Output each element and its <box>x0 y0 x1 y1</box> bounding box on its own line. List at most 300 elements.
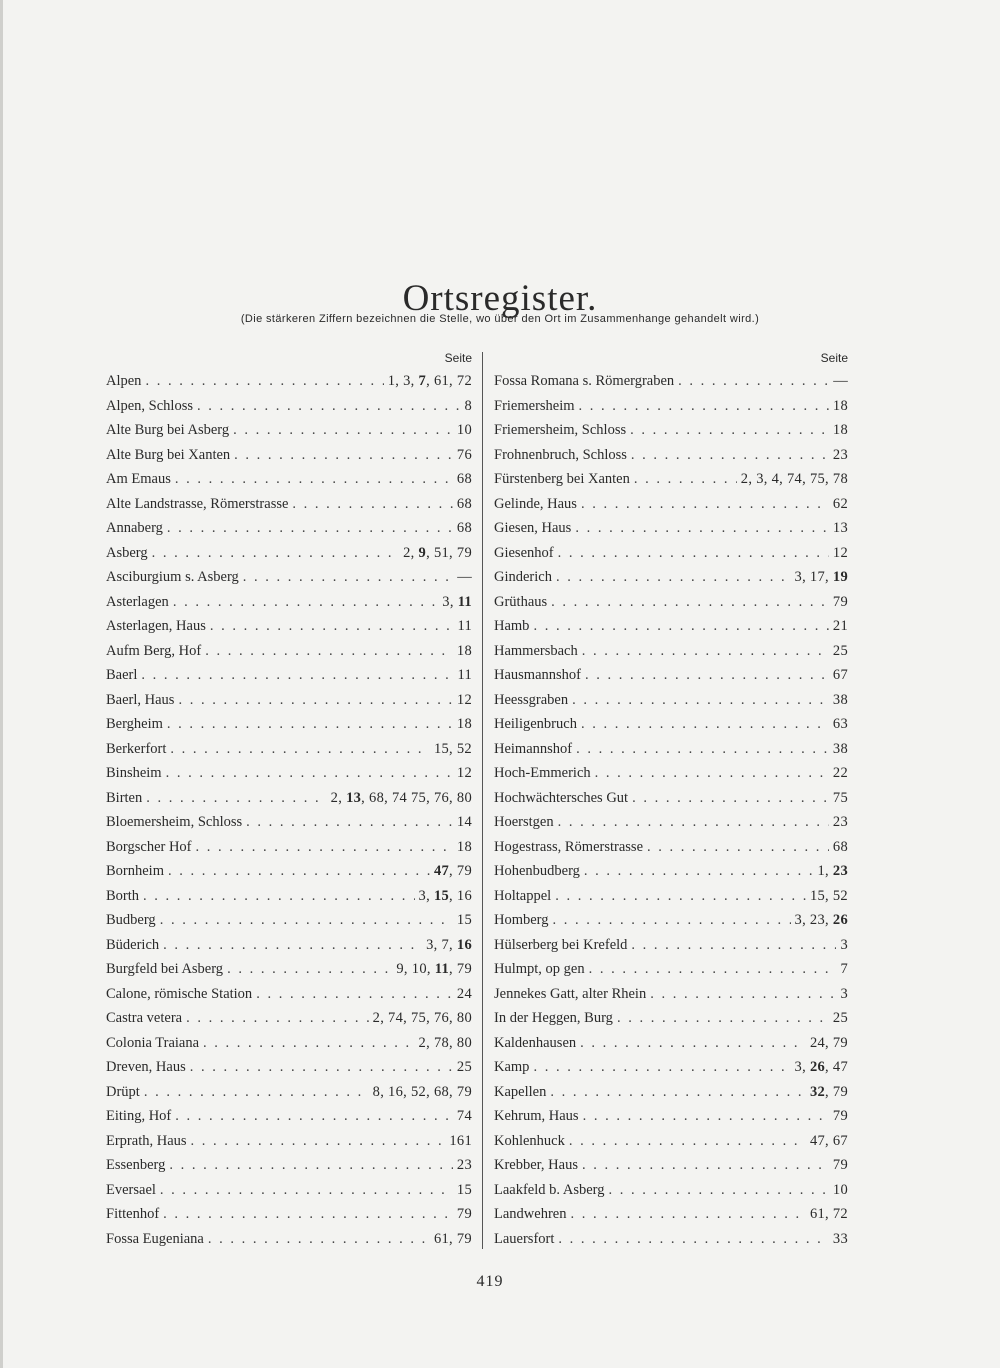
index-entry <box>494 394 848 419</box>
entry-pages <box>833 1178 848 1203</box>
dot-leader <box>246 810 453 835</box>
entry-pages <box>833 492 848 517</box>
dot-leader <box>583 1104 829 1129</box>
page-ref: , 79 <box>449 961 472 977</box>
index-entry <box>106 1202 472 1227</box>
index-entry <box>106 1031 472 1056</box>
page-ref: 161 <box>449 1132 472 1149</box>
right-entry-list <box>494 369 848 1251</box>
entry-name: Asberg <box>106 544 148 561</box>
index-entry <box>494 369 848 394</box>
page-number: 419 <box>476 1273 504 1290</box>
page-ref: 18 <box>456 838 472 855</box>
dot-leader <box>555 884 806 909</box>
index-entry <box>494 712 848 737</box>
entry-pages <box>457 1178 472 1203</box>
entry-name: Binsheim <box>106 765 162 781</box>
page-ref: 79 <box>832 1108 848 1124</box>
entry-name: Am Emaus <box>106 471 171 487</box>
right-seite-header: Seite <box>820 351 848 365</box>
page-ref: 15, 52 <box>433 740 472 757</box>
dot-leader <box>570 1202 805 1227</box>
entry-pages <box>388 369 472 394</box>
entry-pages <box>457 835 472 860</box>
column-divider <box>482 352 483 1249</box>
dot-leader <box>533 614 828 639</box>
dot-leader <box>634 467 737 492</box>
entry-pages <box>833 369 848 394</box>
page-ref: 22 <box>832 765 848 781</box>
entry-pages <box>457 712 472 737</box>
dot-leader <box>196 835 453 860</box>
dot-leader <box>167 712 453 737</box>
entry-pages <box>457 810 472 835</box>
entry-name: Hausmannshof <box>494 667 581 683</box>
dot-leader <box>581 492 829 517</box>
page-ref: 1, 3, <box>387 373 419 389</box>
index-entry <box>106 810 472 835</box>
dot-leader <box>630 418 829 443</box>
page-ref: , 79 <box>825 1083 848 1100</box>
page-ref: 3, 23, <box>794 912 833 928</box>
index-entry <box>106 1055 472 1080</box>
entry-pages <box>833 541 848 566</box>
dot-leader <box>144 1080 369 1105</box>
page-ref: 15 <box>456 1181 472 1198</box>
index-entry <box>494 835 848 860</box>
dot-leader <box>178 688 452 713</box>
entry-name: Heessgraben <box>494 691 569 708</box>
entry-name: Bloemersheim, Schloss <box>106 814 243 830</box>
entry-name: Hammersbach <box>494 642 578 659</box>
entry-name: Kaldenhausen <box>494 1034 577 1051</box>
entry-name: Eiting, Hof <box>106 1108 172 1124</box>
entry-name: Eversael <box>106 1181 156 1198</box>
dot-leader <box>582 1153 829 1178</box>
page-ref: , 16 <box>449 887 472 904</box>
index-entry <box>106 590 472 615</box>
entry-pages <box>442 590 472 615</box>
dot-leader <box>163 933 422 958</box>
dot-leader <box>558 1227 829 1252</box>
entry-pages <box>426 933 472 958</box>
dot-leader <box>595 761 829 786</box>
index-entry <box>106 786 472 811</box>
entry-pages <box>833 786 848 811</box>
page-ref: 18 <box>456 642 472 659</box>
entry-pages <box>457 1153 472 1178</box>
index-entry <box>106 1080 472 1105</box>
entry-pages <box>457 467 472 492</box>
page-ref: 68 <box>456 495 472 512</box>
index-entry <box>106 614 472 639</box>
dot-leader <box>256 982 453 1007</box>
dot-leader <box>569 1129 806 1154</box>
page-ref: 74 <box>456 1108 472 1124</box>
page-ref: 79 <box>456 1206 472 1222</box>
entry-pages <box>833 418 848 443</box>
dot-leader <box>197 394 460 419</box>
dot-leader <box>581 712 829 737</box>
entry-name: Borth <box>106 887 140 904</box>
entry-pages <box>833 639 848 664</box>
dot-leader <box>608 1178 828 1203</box>
index-entry <box>494 1104 848 1129</box>
page-ref: 7 <box>840 961 848 977</box>
entry-pages <box>833 516 848 541</box>
dot-leader <box>589 957 837 982</box>
dot-leader <box>631 933 836 958</box>
entry-name: Alte Burg bei Xanten <box>106 446 231 463</box>
entry-name: Asterlagen, Haus <box>106 618 206 634</box>
page-ref-bold: 26 <box>809 1059 826 1075</box>
entry-name: Hulmpt, op gen <box>494 961 585 977</box>
dot-leader <box>166 761 453 786</box>
page-ref: 23 <box>832 814 848 830</box>
page-ref: 8, 16, 52, 68, 79 <box>372 1083 472 1100</box>
index-entry <box>106 467 472 492</box>
page-ref-bold: 47 <box>433 863 450 879</box>
dot-leader <box>186 1006 369 1031</box>
entry-name: Calone, römische Station <box>106 985 253 1002</box>
entry-pages <box>396 957 472 982</box>
index-entry <box>106 1178 472 1203</box>
dot-leader <box>167 516 453 541</box>
entry-name: Hülserberg bei Krefeld <box>494 936 628 953</box>
index-entry <box>494 933 848 958</box>
dot-leader <box>582 639 829 664</box>
index-entry <box>106 1006 472 1031</box>
entry-name: Alpen, Schloss <box>106 397 193 414</box>
dot-leader <box>227 957 392 982</box>
index-entry <box>494 1178 848 1203</box>
page-ref: 67 <box>832 667 848 683</box>
dot-leader <box>163 1202 453 1227</box>
index-entry <box>106 859 472 884</box>
entry-name: Ginderich <box>494 569 552 585</box>
entry-pages <box>457 565 472 590</box>
page-ref: 61, 79 <box>433 1230 472 1247</box>
entry-pages <box>457 418 472 443</box>
entry-name: Hoch-Emmerich <box>494 765 591 781</box>
page-ref: 3, <box>794 1059 810 1075</box>
dot-leader <box>191 1129 446 1154</box>
index-entry <box>494 1055 848 1080</box>
entry-pages <box>833 810 848 835</box>
index-entry <box>106 639 472 664</box>
index-entry <box>106 418 472 443</box>
index-entry <box>106 712 472 737</box>
index-entry <box>494 443 848 468</box>
page-ref: 12 <box>832 544 848 561</box>
dot-leader <box>190 1055 453 1080</box>
entry-pages <box>403 541 472 566</box>
dot-leader <box>205 639 453 664</box>
page-ref: 75 <box>832 789 848 806</box>
entry-name: Hochwächtersches Gut <box>494 789 629 806</box>
entry-name: Gelinde, Haus <box>494 495 577 512</box>
dot-leader <box>585 663 829 688</box>
dot-leader <box>556 565 791 590</box>
page-ref: 33 <box>832 1230 848 1247</box>
dot-leader <box>160 1178 453 1203</box>
dot-leader <box>175 1104 453 1129</box>
entry-pages <box>833 614 848 639</box>
entry-name: Asterlagen <box>106 593 169 610</box>
page-ref: 25 <box>832 642 848 659</box>
dot-leader <box>580 1031 806 1056</box>
entry-name: In der Heggen, Burg <box>494 1010 613 1026</box>
index-entry <box>106 908 472 933</box>
page-ref: 18 <box>456 716 472 732</box>
index-entry <box>106 884 472 909</box>
entry-pages <box>457 516 472 541</box>
page-ref: 2, <box>330 789 347 806</box>
dot-leader <box>550 1080 806 1105</box>
entry-name: Hohenbudberg <box>494 863 580 879</box>
dot-leader <box>170 737 430 762</box>
page-ref: , 51, 79 <box>426 544 472 561</box>
entry-pages <box>810 1202 848 1227</box>
page-edge <box>0 0 3 1368</box>
entry-name: Kamp <box>494 1059 530 1075</box>
entry-name: Lauersfort <box>494 1230 555 1247</box>
entry-pages <box>810 1031 848 1056</box>
entry-pages <box>419 1031 472 1056</box>
dot-leader <box>647 835 829 860</box>
entry-name: Annaberg <box>106 520 163 536</box>
page-ref-bold: 23 <box>832 863 848 879</box>
index-entry <box>106 369 472 394</box>
entry-pages <box>457 908 472 933</box>
page-ref: 3, <box>442 593 458 610</box>
index-entry <box>106 443 472 468</box>
entry-name: Fossa Romana s. Römergraben <box>494 373 675 389</box>
entry-pages <box>840 957 848 982</box>
entry-name: Budberg <box>106 912 156 928</box>
page-ref: — <box>457 569 472 585</box>
page-ref: 63 <box>832 716 848 732</box>
entry-pages <box>833 663 848 688</box>
index-entry <box>494 688 848 713</box>
entry-name: Drüpt <box>106 1083 140 1100</box>
page-ref: 15 <box>456 912 472 928</box>
index-entry <box>106 761 472 786</box>
index-entry <box>494 1129 848 1154</box>
entry-name: Alte Landstrasse, Römerstrasse <box>106 495 289 512</box>
index-entry <box>494 516 848 541</box>
entry-name: Friemersheim <box>494 397 575 414</box>
left-column <box>106 347 472 1251</box>
entry-name: Laakfeld b. Asberg <box>494 1181 605 1198</box>
dot-leader <box>146 786 326 811</box>
index-entry <box>494 737 848 762</box>
entry-name: Fürstenberg bei Xanten <box>494 471 630 487</box>
entry-name: Alte Burg bei Asberg <box>106 422 230 438</box>
index-entry <box>494 908 848 933</box>
page-ref: 79 <box>832 1157 848 1173</box>
entry-name: Giesen, Haus <box>494 520 572 536</box>
entry-name: Bornheim <box>106 863 164 879</box>
index-entry <box>494 590 848 615</box>
entry-pages <box>810 1080 848 1105</box>
page-ref-bold: 13 <box>346 789 362 806</box>
entry-name: Kapellen <box>494 1083 547 1100</box>
entry-pages <box>457 614 472 639</box>
entry-pages <box>457 761 472 786</box>
page-ref: 3, 17, <box>794 569 833 585</box>
dot-leader <box>168 859 430 884</box>
entry-pages <box>457 1055 472 1080</box>
dot-leader <box>175 467 453 492</box>
index-entry <box>106 957 472 982</box>
index-entry <box>106 1129 472 1154</box>
page-ref: 25 <box>456 1059 472 1075</box>
index-entry <box>106 565 472 590</box>
entry-name: Colonia Traiana <box>106 1034 200 1051</box>
index-entry <box>106 982 472 1007</box>
entry-pages <box>331 786 472 811</box>
entry-pages <box>840 982 848 1007</box>
right-column <box>494 347 848 1251</box>
index-entry <box>106 1153 472 1178</box>
page-ref-bold: 11 <box>457 593 472 610</box>
entry-name: Asciburgium s. Asberg <box>106 569 239 585</box>
page-ref-bold: 19 <box>832 569 848 585</box>
entry-name: Castra vetera <box>106 1010 183 1026</box>
page-ref: 23 <box>832 446 848 463</box>
index-entry <box>106 688 472 713</box>
entry-name: Alpen <box>106 373 142 389</box>
index-entry <box>106 492 472 517</box>
page-ref: 68 <box>832 838 848 855</box>
index-entry <box>494 1080 848 1105</box>
entry-pages <box>434 859 472 884</box>
entry-pages <box>419 884 472 909</box>
page-ref: 11 <box>457 667 472 683</box>
page-ref: 62 <box>832 495 848 512</box>
index-entry <box>494 1227 848 1252</box>
entry-name: Hamb <box>494 618 530 634</box>
entry-pages <box>449 1129 472 1154</box>
entry-pages <box>833 1104 848 1129</box>
dot-leader <box>210 614 454 639</box>
dot-leader <box>234 443 453 468</box>
entry-pages <box>457 492 472 517</box>
index-entry <box>494 761 848 786</box>
index-entry <box>494 492 848 517</box>
entry-pages <box>457 688 472 713</box>
index-entry <box>494 1153 848 1178</box>
entry-pages <box>457 663 472 688</box>
page-ref: 61, 72 <box>809 1206 848 1222</box>
entry-name: Friemersheim, Schloss <box>494 422 627 438</box>
page-ref: 79 <box>832 593 848 610</box>
entry-name: Heiligenbruch <box>494 716 577 732</box>
left-entry-list <box>106 369 472 1251</box>
index-entry <box>494 663 848 688</box>
page-ref: 2, 78, 80 <box>418 1034 472 1051</box>
entry-pages <box>840 933 848 958</box>
dot-leader <box>631 443 829 468</box>
entry-name: Grüthaus <box>494 593 548 610</box>
page-ref: 38 <box>832 691 848 708</box>
page-ref: 24, 79 <box>809 1034 848 1051</box>
page-ref-bold: 7 <box>418 373 427 389</box>
page-ref-bold: 32 <box>809 1083 826 1100</box>
dot-leader <box>632 786 829 811</box>
page-ref: 11 <box>457 618 472 634</box>
page-ref: 1, <box>817 863 833 879</box>
entry-pages <box>795 908 848 933</box>
entry-name: Frohnenbruch, Schloss <box>494 446 627 463</box>
dot-leader <box>233 418 453 443</box>
page-title: Ortsregister. <box>402 277 598 319</box>
page-ref: 3, 7, <box>426 936 457 953</box>
dot-leader <box>584 859 814 884</box>
page-ref: 18 <box>832 422 848 438</box>
index-entry <box>106 933 472 958</box>
entry-pages <box>833 1153 848 1178</box>
entry-pages <box>833 688 848 713</box>
entry-name: Heimannshof <box>494 740 573 757</box>
dot-leader <box>169 1153 453 1178</box>
entry-pages <box>373 1080 472 1105</box>
dot-leader <box>678 369 829 394</box>
page-ref-bold: 16 <box>456 936 472 953</box>
dot-leader <box>617 1006 829 1031</box>
entry-name: Baerl, Haus <box>106 691 175 708</box>
index-entry <box>494 541 848 566</box>
page-ref-bold: 26 <box>832 912 848 928</box>
entry-name: Hoerstgen <box>494 814 554 830</box>
entry-name: Birten <box>106 789 143 806</box>
entry-pages <box>833 835 848 860</box>
page-ref: 21 <box>832 618 848 634</box>
page-ref: 3 <box>840 985 848 1002</box>
index-entry <box>106 1104 472 1129</box>
page-ref: 12 <box>456 765 472 781</box>
entry-name: Kehrum, Haus <box>494 1108 579 1124</box>
entry-pages <box>373 1006 472 1031</box>
dot-leader <box>650 982 836 1007</box>
entry-name: Erprath, Haus <box>106 1132 187 1149</box>
page-ref: 3 <box>840 936 848 953</box>
page-ref: 15, 52 <box>809 887 848 904</box>
page-ref: 10 <box>456 422 472 438</box>
dot-leader <box>553 908 791 933</box>
entry-pages <box>810 1129 848 1154</box>
entry-name: Berkerfort <box>106 740 167 757</box>
entry-pages <box>833 737 848 762</box>
dot-leader <box>203 1031 415 1056</box>
index-entry <box>106 737 472 762</box>
page-ref: 25 <box>832 1010 848 1026</box>
page-ref: 2, 3, 4, 74, 75, 78 <box>740 471 848 487</box>
page-ref: 2, 74, 75, 76, 80 <box>372 1010 472 1026</box>
entry-pages <box>833 590 848 615</box>
entry-name: Aufm Berg, Hof <box>106 642 202 659</box>
page-ref: — <box>833 373 848 389</box>
dot-leader <box>576 737 829 762</box>
page-ref: 12 <box>456 691 472 708</box>
index-entry <box>494 614 848 639</box>
entry-name: Giesenhof <box>494 544 554 561</box>
entry-name: Homberg <box>494 912 549 928</box>
dot-leader <box>143 884 415 909</box>
entry-pages <box>817 859 848 884</box>
dot-leader <box>173 590 438 615</box>
